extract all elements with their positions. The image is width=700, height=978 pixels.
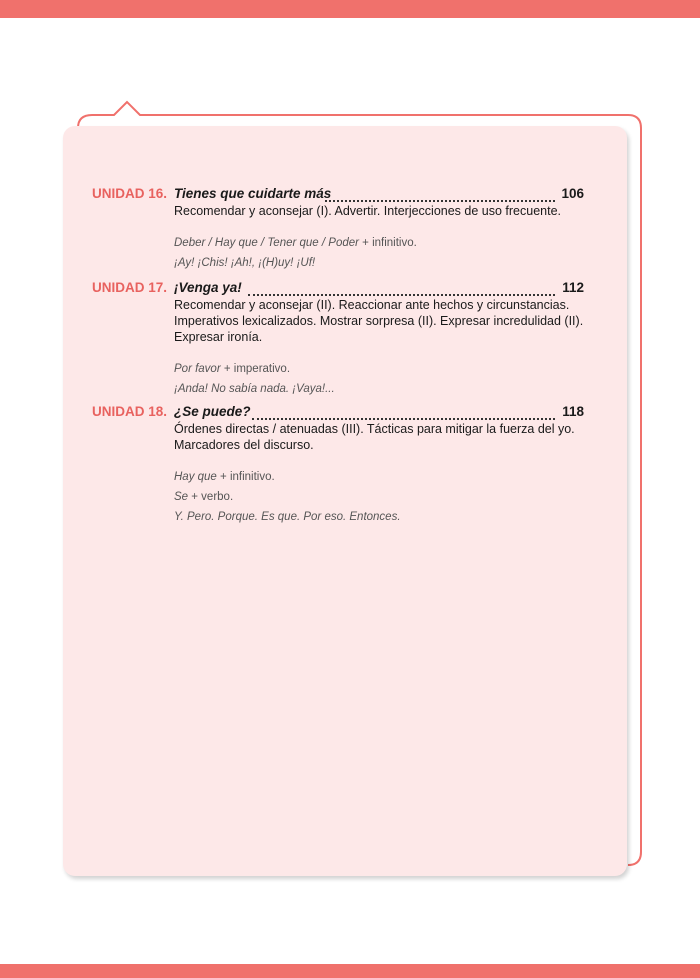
unit-heading[interactable] bbox=[92, 279, 584, 297]
unit-label: UNIDAD 16. bbox=[92, 186, 168, 201]
unit-heading[interactable] bbox=[92, 403, 584, 421]
unit-title[interactable]: ¡Venga ya! bbox=[174, 280, 242, 295]
unit-description: Órdenes directas / atenuadas (III). Tácticas para mitigar la fuerza del yo. Marcadores del discurso. bbox=[174, 422, 575, 452]
dot-leader bbox=[325, 186, 555, 202]
dot-leader bbox=[252, 404, 555, 420]
page-number[interactable]: 112 bbox=[556, 279, 584, 297]
unit-title[interactable]: Tienes que cuidarte más bbox=[174, 186, 332, 201]
bottom-color-band bbox=[0, 964, 700, 978]
unit-description: Recomendar y aconsejar (II). Reaccionar ante hechos y circunstancias. Imperativos lexicalizados. Mostrar sorpresa (II). Expresar incredulidad (II). Expresar ironía. bbox=[174, 298, 584, 344]
grammar-line: Se + verbo. bbox=[174, 491, 234, 503]
page-number[interactable]: 118 bbox=[556, 403, 584, 421]
grammar-notes bbox=[174, 359, 584, 399]
unit-title[interactable]: ¿Se puede? bbox=[174, 404, 251, 419]
unit-entry bbox=[92, 279, 584, 399]
grammar-notes bbox=[174, 233, 584, 273]
grammar-line: ¡Anda! No sabía nada. ¡Vaya!... bbox=[174, 383, 335, 395]
grammar-line: Y. Pero. Porque. Es que. Por eso. Entonces. bbox=[174, 511, 401, 523]
grammar-line: Deber / Hay que / Tener que / Poder + infinitivo. bbox=[174, 237, 417, 249]
unit-heading[interactable] bbox=[92, 185, 584, 203]
dot-leader bbox=[248, 280, 555, 296]
grammar-notes bbox=[174, 467, 584, 527]
unit-label: UNIDAD 17. bbox=[92, 280, 168, 295]
grammar-line: ¡Ay! ¡Chis! ¡Ah!, ¡(H)uy! ¡Uf! bbox=[174, 257, 316, 269]
unit-description: Recomendar y aconsejar (I). Advertir. Interjecciones de uso frecuente. bbox=[174, 204, 561, 218]
grammar-line: Por favor + imperativo. bbox=[174, 363, 291, 375]
unit-label: UNIDAD 18. bbox=[92, 404, 168, 419]
page-number[interactable]: 106 bbox=[555, 185, 584, 203]
grammar-line: Hay que + infinitivo. bbox=[174, 471, 275, 483]
unit-entry bbox=[92, 185, 584, 273]
unit-entry bbox=[92, 403, 584, 527]
